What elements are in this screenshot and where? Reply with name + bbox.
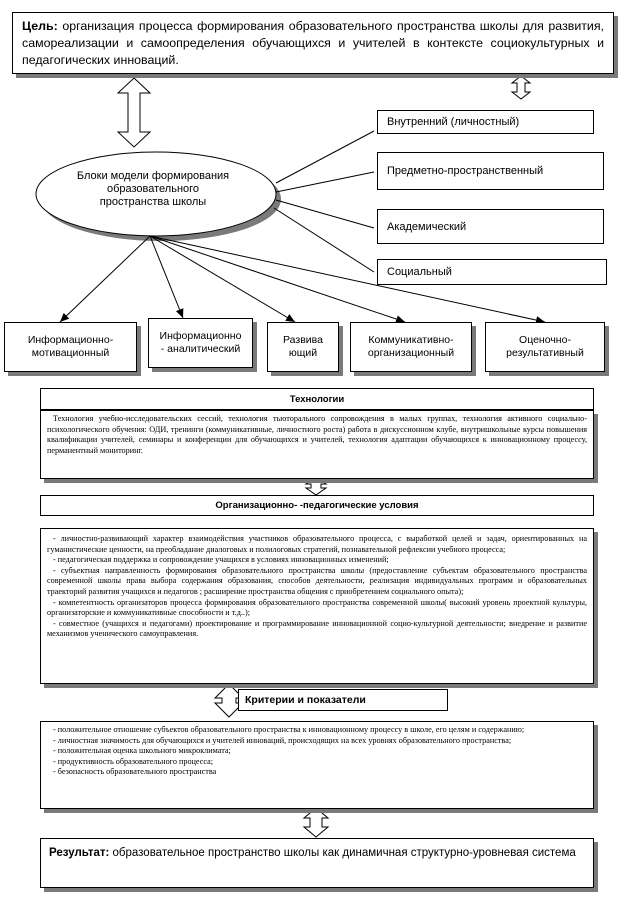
block-line: - аналитический [160,343,241,355]
ellipse-line: пространства школы [99,196,207,208]
block-info-analytical [148,318,253,368]
side-box-label: Внутренний (личностный) [387,116,520,128]
arrow-block-1 [60,236,150,322]
side-box-label: Социальный [387,266,452,278]
criteria-title: Критерии и показатели [245,694,366,706]
criteria-item: - личностная значимость для обучающихся и учителей инноваций, происходящих на всех уровнях образовательного пространства; [53,735,512,745]
criteria-item: - положительное отношение субъектов образовательного пространства к инновационному процессу в школе, его целям и содержанию; [53,725,525,734]
conditions-box [40,528,594,684]
goal-box [12,12,614,74]
block-info-motivational [4,322,137,372]
result-text: образовательное пространство школы как динамичная структурно-уровневая система [109,847,576,859]
conditions-heading [40,495,594,516]
criteria-item: - положительная оценка школьного микроклимата; [53,746,231,756]
double-arrow-result [304,808,328,837]
block-communicative [350,322,472,372]
arrow-block-4 [150,236,405,322]
conditions-item: - личностно-развивающий характер взаимодействия участников образовательного процесса, с выработкой целей и задач, ориентированных на гуманистические ценности, на преобладание диалоговых и полилоговых стратегий, познавательной рефлексии учебного процесса; [47,534,587,554]
conditions-item: - компетентность организаторов процесса формирования образовательного пространства современной школы( высокий уровень проектной культуры, организаторские и коммуникативные способности и т.д..); [47,597,587,618]
conditions-item: - субъектная направленность формирования образовательного пространства школы (предоставление субъектам образовательного пространства современной школы права выбора содержания образования, способов деятельности, реализация индивидуальных программ и образовательных траекторий развития учащихся и педагогов ; расширение пространства общения с приобретением социального опыта); [47,565,587,596]
conditions-item: - совместное (учащихся и педагогами) проектирование и программирование инновационной социо-культурной деятельности; внедрение и развитие механизмов ученического самоуправления. [47,618,587,639]
side-box-personal [377,110,594,134]
block-line: организационный [367,347,455,359]
side-box-label: Предметно-пространственный [387,165,544,177]
double-arrow-goal-ellipse [118,78,150,147]
result-label: Результат: [49,847,110,859]
block-line: Развива [283,334,323,346]
block-line: ющий [288,347,318,359]
ellipse-line: образовательного [106,183,200,195]
conditions-title: Организационно- -педагогические условия [215,500,419,511]
block-evaluative [485,322,605,372]
side-box-label: Академический [387,220,467,233]
side-box-academic [377,209,604,244]
side-box-social [377,259,607,285]
block-line: Информационно- [27,334,114,346]
technologies-title: Технологии [289,393,345,405]
double-arrow-tech-cond [306,477,326,495]
criteria-box [40,721,594,809]
goal-text: организация процесса формирования образовательного пространства школы для развития, самореализации и самоопределения обучающихся и учителей в контексте социокультурных и педагогических инноваций. [22,19,604,67]
criteria-heading [238,689,448,711]
goal-label: Цель: [22,19,58,33]
block-line: Оценочно- [519,334,571,346]
arrow-block-2 [150,236,183,318]
link-line-3 [276,200,374,228]
side-box-spatial [377,152,604,190]
link-line-4 [274,208,374,272]
block-line: Информационно [159,330,242,342]
arrow-block-3 [150,236,295,322]
technologies-heading [40,388,594,410]
double-arrow-goal-side [512,76,530,99]
block-line: Коммуникативно- [368,334,454,346]
block-line: мотивационный [31,347,110,359]
ellipse-line: Блоки модели формирования [76,170,230,182]
block-line: результативный [506,347,584,359]
criteria-item: - продуктивность образовательного процесса; [53,756,214,766]
technologies-text: Технология учебно-исследовательских сессий, технология тьюторального сопровождения в малых группах, технология активного социально-психологического обучения: ОДИ, тренинги (коммуникативные, личностного роста) работа в дискуссионном клубе, внутришкольные курсы повышения квалификации учителей, семинары и конференции для обучающихся и учителей, технология адаптации обучающихся к инновационному процессу, перманентный мониторинг. [47,414,587,455]
ellipse-label [68,170,238,209]
conditions-item: - педагогическая поддержка и сопровождение учащихся в условиях инновационных изменений; [53,555,389,565]
technologies-text-box [40,410,594,479]
block-developing [267,322,339,372]
result-box [40,838,594,888]
criteria-item: - безопасность образовательного пространства [53,767,217,777]
